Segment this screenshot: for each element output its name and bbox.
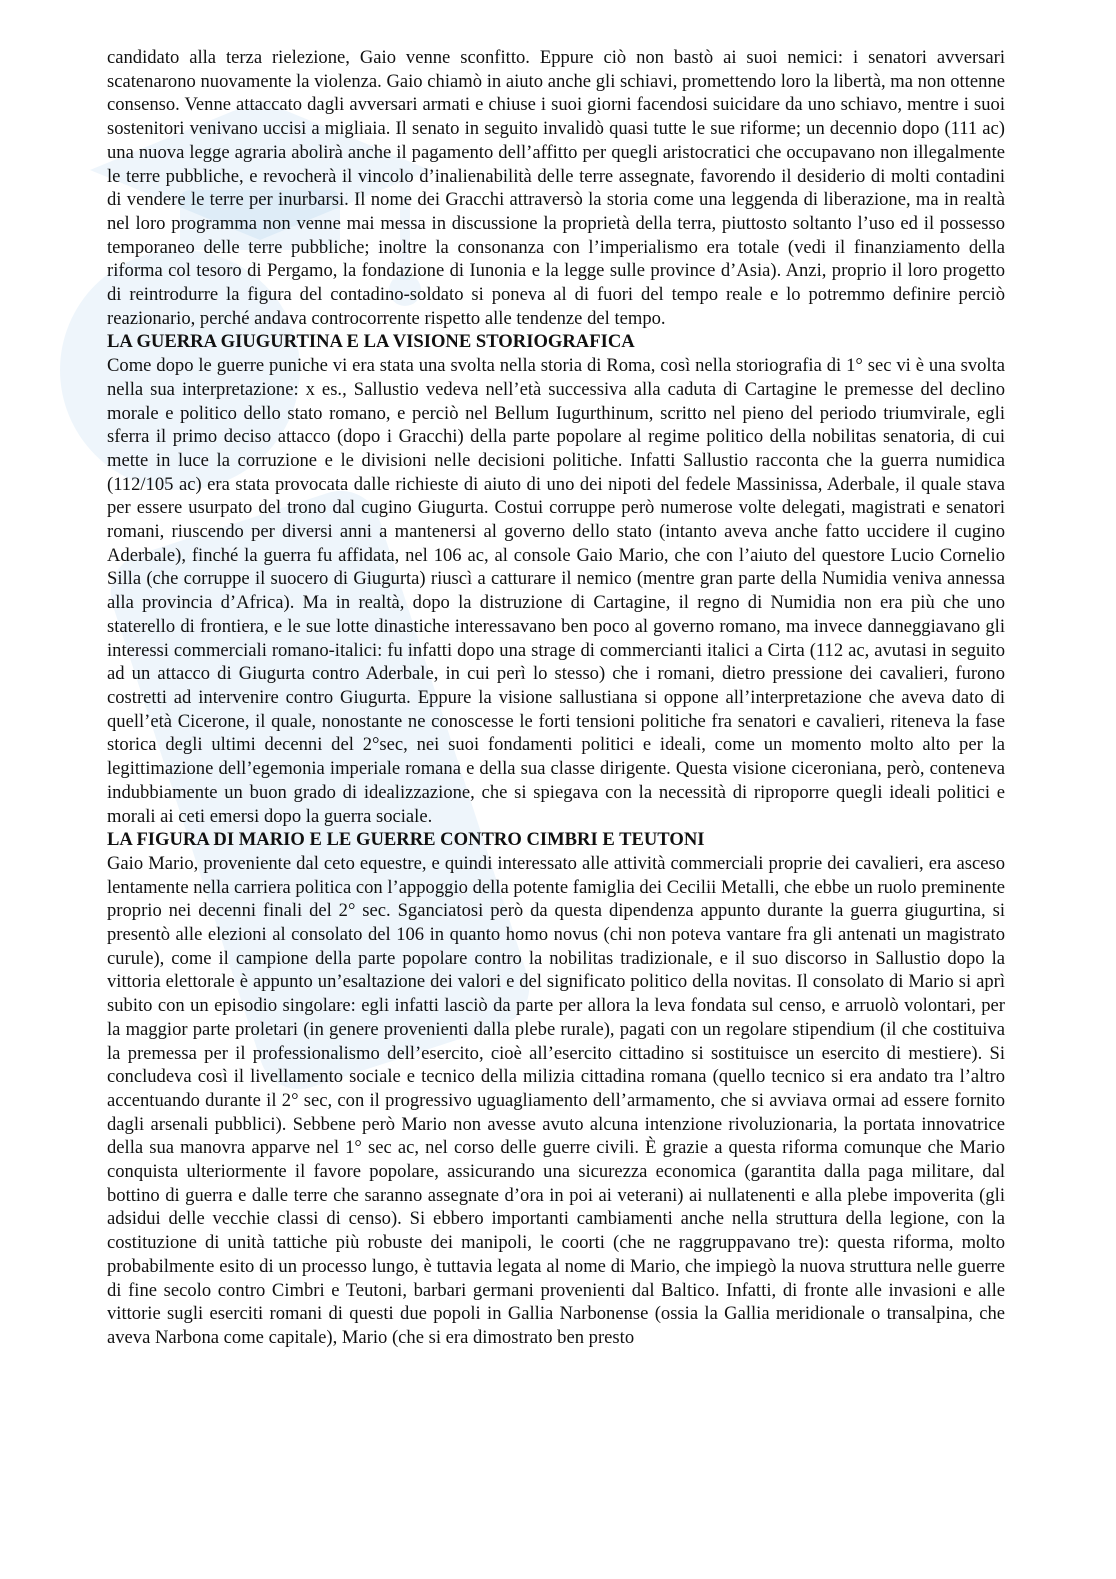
section-heading-guerra-giugurtina: LA GUERRA GIUGURTINA E LA VISIONE STORIOGRAFICA — [107, 331, 635, 353]
section-heading-mario: LA FIGURA DI MARIO E LE GUERRE CONTRO CIMBRI E TEUTONI — [107, 829, 705, 851]
paragraph-gracchi: candidato alla terza rielezione, Gaio venne sconfitto. Eppure ciò non bastò ai suoi nemici: i senatori avversari scatenarono nuovamente la violenza. Gaio chiamò in aiuto anche gli schiavi, promettendo loro la libertà, ma non ottenne consenso. Venne attaccato dagli avversari armati e chiuse i suoi giorni facendosi suicidare da uno schiavo, mentre i suoi sostenitori venivano uccisi a migliaia. Il senato in seguito invalidò quasi tutte le sue riforme; un decennio dopo (111 ac) una nuova legge agraria abolirà anche il pagamento dell’affitto per quegli aristocratici che occupavano non illegalmente le terre pubbliche, e revocherà il vincolo d’inalienabilità delle terre assegnate, favorendo il desiderio di molti contadini di vendere le terre per inurbarsi. Il nome dei Gracchi attraversò la storia come una leggenda di liberazione, ma in realtà nel loro programma non venne mai messa in discussione la proprietà della terra, piuttosto soltanto l’uso ed il possesso temporaneo delle terre pubbliche; inoltre la consonanza con l’imperialismo era totale (vedi il finanziamento della riforma col tesoro di Pergamo, la fondazione di Iunonia e la legge sulle province d’Asia). Anzi, proprio il loro progetto di reintrodurre la figura del contadino-soldato si poneva al di fuori del tempo reale e lo potremmo definire perciò reazionario, perché andava controcorrente rispetto alle tendenze del tempo. — [107, 47, 1005, 329]
paragraph-mario: Gaio Mario, proveniente dal ceto equestre, e quindi interessato alle attività commerciali proprie dei cavalieri, era asceso lentamente nella carriera politica con l’appoggio della potente famiglia dei Cecilii Metalli, che ebbe un ruolo preminente proprio nei decenni finali del 2° sec. Sganciatosi però da questa dipendenza appunto durante la guerra giugurtina, si presentò alle elezioni al consolato del 106 in quanto homo novus (chi non poteva vantare fra gli antenati un magistrato curule), come il campione della parte popolare contro la nobilitas tradizionale, e il suo discorso in Sallustio dopo la vittoria elettorale è appunto un’esaltazione dei valori e del significato politico della novitas. Il consolato di Mario si aprì subito con un episodio singolare: egli infatti lasciò da parte per allora la leva fondata sul censo, e arruolò volontari, per la maggior parte proletari (in genere provenienti dalla plebe rurale), pagati con un regolare stipendium (il che costituiva la premessa per il professionalismo dell’esercito, cioè all’esercito cittadino si sostituisce un esercito di mestiere). Si concludeva così il livellamento sociale e tecnico della milizia cittadina romana (quello tecnico si era andato tra l’altro accentuando durante il 2° sec, con il progressivo uguagliamento dell’armamento, che si avviava ormai ad essere fornito dagli arsenali pubblici). Sebbene però Mario non avesse avuto alcuna intenzione rivoluzionaria, la portata innovatrice della sua manovra apparve nel 1° sec ac, nel corso delle guerre civili. È grazie a questa riforma comunque che Mario conquista ulteriormente il favore popolare, assicurando una sicurezza economica (garantita dalla paga militare, dal bottino di guerra e dalle terre che saranno assegnate d’ora in poi ai veterani) ai nullatenenti e alla plebe impoverita (gli adsidui delle vecchie classi di censo). Si ebbero importanti cambiamenti anche nella struttura della legione, con la costituzione di unità tattiche più robuste dei manipoli, le coorti (che ne raggruppavano tre): questa riforma, molto probabilmente esito di un processo lungo, è tuttavia legata al nome di Mario, che impiegò la nuova struttura nelle guerre di fine secolo contro Cimbri e Teutoni, barbari germani provenienti dal Baltico. Infatti, di fronte alle invasioni e alle vittorie sugli eserciti romani di questi due popoli in Gallia Narbonense (ossia la Gallia meridionale o transalpina, che aveva Narbona come capitale), Mario (che si era dimostrato ben presto — [107, 852, 1005, 1348]
paragraph-guerra-giugurtina: Come dopo le guerre puniche vi era stata una svolta nella storia di Roma, così nella storiografia di 1° sec vi è una svolta nella sua interpretazione: x es., Sallustio vedeva nell’età successiva alla caduta di Cartagine le premesse del declino morale e politico dello stato romano, e perciò nel Bellum Iugurthinum, scritto nel pieno del periodo triumvirale, egli sferra il primo deciso attacco (dopo i Gracchi) della parte popolare al regime politico della nobilitas senatoria, di cui mette in luce la corruzione e le divisioni nelle decisioni politiche. Infatti Sallustio racconta che la guerra numidica (112/105 ac) era stata provocata dalle richieste di aiuto di uno dei nipoti del fedele Massinissa, Aderbale, il quale stava per essere usurpato del trono dal cugino Giugurta. Costui corruppe però numerose volte delegati, magistrati e senatori romani, riuscendo per diversi anni a mantenersi al governo dello stato (intanto aveva anche fatto uccidere il cugino Aderbale), finché la guerra fu affidata, nel 106 ac, al console Gaio Mario, che con l’aiuto del questore Lucio Cornelio Silla (che corruppe il suocero di Giugurta) riuscì a catturare il nemico (mentre gran parte della Numidia veniva annessa alla provincia d’Africa). Ma in realtà, dopo la distruzione di Cartagine, il regno di Numidia non era più che uno staterello di frontiera, e le sue lotte dinastiche interessavano ben poco al governo romano, ma invece danneggiavano gli interessi commerciali romano-italici: fu infatti dopo una strage di commercianti italici a Cirta (112 ac, avutasi in seguito ad un attacco di Giugurta contro Aderbale, in cui perì lo stesso) che i romani, dietro pressione dei cavalieri, furono costretti ad intervenire contro Giugurta. Eppure la visione sallustiana si oppone all’interpretazione che aveva dato di quell’età Cicerone, il quale, nonostante ne conoscesse le forti tensioni politiche fra senatori e cavalieri, riteneva la fase storica degli ultimi decenni del 2°sec, nei suoi fondamenti politici e ideali, come un momento molto alto per la legittimazione dell’egemonia imperiale romana e della sua classe dirigente. Questa visione ciceroniana, però, conteneva indubbiamente un buon grado di idealizzazione, che si spiegava con la necessità di riproporre quegli ideali politici e morali ai ceti emersi dopo la guerra sociale. — [107, 355, 1005, 827]
document-body — [107, 46, 1005, 1350]
